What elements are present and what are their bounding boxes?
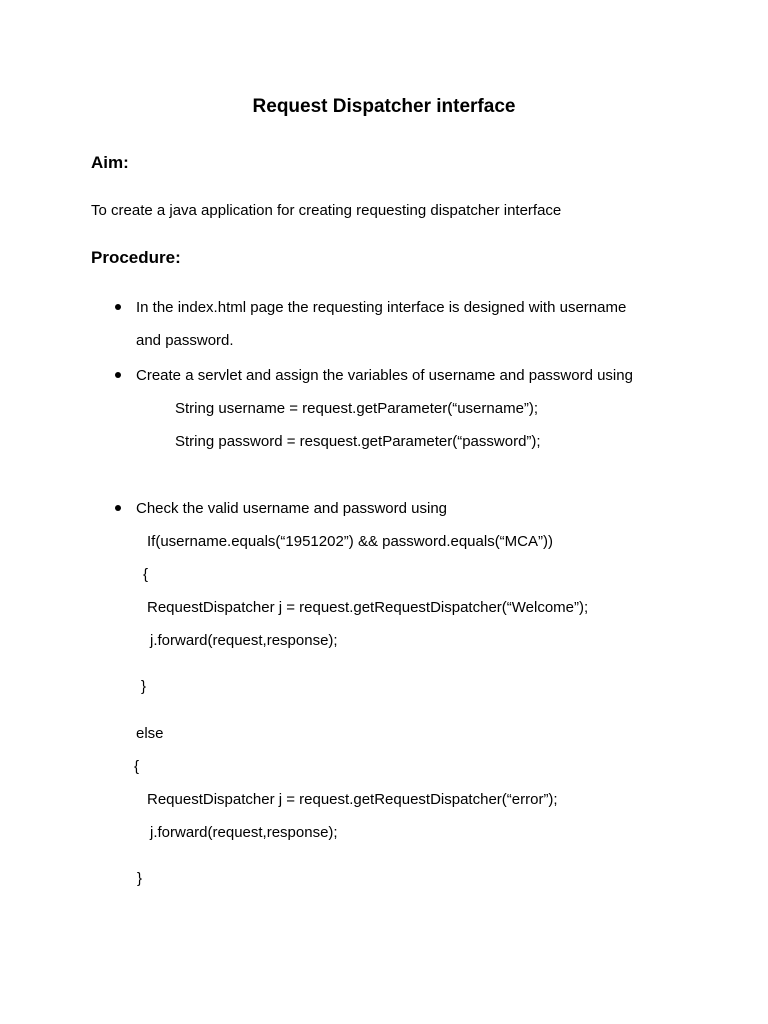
procedure-item-1-line-1: In the index.html page the requesting interface is designed with username xyxy=(136,299,627,316)
bullet-3-icon xyxy=(115,505,121,511)
code-line-forward-2: j.forward(request,response); xyxy=(150,824,338,841)
procedure-heading: Procedure: xyxy=(91,248,181,267)
code-line-dispatch-error: RequestDispatcher j = request.getRequestDispatcher(“error”); xyxy=(147,791,558,808)
page-title: Request Dispatcher interface xyxy=(252,96,516,117)
procedure-item-3-text: Check the valid username and password using xyxy=(136,500,448,517)
code-line-password: String password = resquest.getParameter(“password”); xyxy=(175,433,541,450)
code-line-else: else xyxy=(136,725,164,742)
code-line-close-brace-1: } xyxy=(141,678,147,695)
bullet-1-icon xyxy=(115,304,121,310)
procedure-item-1-line-2: and password. xyxy=(136,332,234,349)
code-line-username: String username = request.getParameter(“username”); xyxy=(175,400,539,417)
code-line-open-brace-2: { xyxy=(134,758,140,775)
code-line-forward-1: j.forward(request,response); xyxy=(150,632,338,649)
code-line-close-brace-2: } xyxy=(137,870,143,887)
code-line-dispatch-welcome: RequestDispatcher j = request.getRequestDispatcher(“Welcome”); xyxy=(147,599,589,616)
code-line-open-brace-1: { xyxy=(143,566,149,583)
code-line-if: If(username.equals(“1951202”) && password.equals(“MCA”)) xyxy=(147,533,553,550)
aim-heading: Aim: xyxy=(91,153,129,172)
bullet-2-icon xyxy=(115,372,121,378)
procedure-item-2-text: Create a servlet and assign the variables of username and password using xyxy=(136,367,633,384)
aim-text: To create a java application for creating requesting dispatcher interface xyxy=(91,202,562,219)
